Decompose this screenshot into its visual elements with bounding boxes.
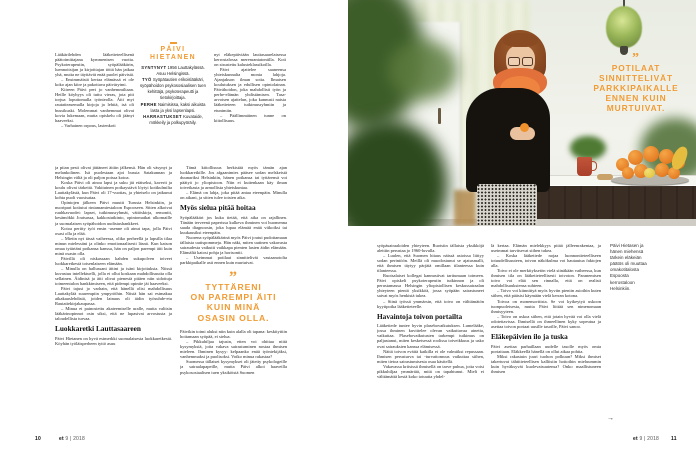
subheading-sielua: Myös sielua pitää hoitaa: [180, 203, 256, 213]
right-column-f: syöpäsairaaloiden yhteyteen. Ruotsiin tällaisia yksikköjä alettiin perustaa jo 1960-luvulla. – Luulen, että Suomen hitaus näissä asioissa liittyy sodan perintöön. Meillä oli muodostunut se ajatusmalli, että ihmisen täytyy pärjätä omillaan tilanteessa kuin tilanteessa. Ruotsalaiset kollegat kannustivat tarttumaan toimeen. Päivi opiskeli psykoterapeutin tutkinnon ja oli perustamassa Helsingin yliopistollisen keskussairaalan yhteyteen pientä yksikköä, jossa syöpään sairastuneet saivat myös henkistä tukea. – Siinä työssä ymmärsin, että toivo on välttämätön kyytipoika lääketieteelle. Havaintoja toivon portailta Lääketiede tuntee hyvin plasebovaikutuksen. Lumelääke, jossa ihminen kuvittelee olevan vaikuttavaa ainetta, vaikuttaa. Plasebovaikutusten tarkempi tutkimus on paljastanut, miten keskeisessä roolissa toiveikkuus ja usko ovat sairauksien kanssa elämisessä. Näitä toivon eväitä kaikilla ei ole valmiiksi repussaan. Ihmisen perusturva tai -turvattomuus vaikuttaa siihen, miten tietoa sairastumisesta osaa käsitellä. Vakavassa kriisissä ihmisellä on tarve puhua, jotta voisi pikkuhiljaa ymmärtää, mitä on tapahtunut. Mieli ei välttämättä kestä koko totuutta yhdel-: [377, 243, 484, 379]
woman-sweater: [466, 88, 550, 192]
magazine-logo: et: [58, 436, 64, 442]
kitchen-island: [534, 186, 696, 222]
pull-quote-text: TYTTÄRENI ON PAREMPI ÄITI KUIN MINÄ OSASIN OLLA.: [190, 281, 277, 323]
orange-fruit: [622, 167, 634, 179]
woman-skirt: [477, 184, 537, 226]
photo-quote: [587, 51, 685, 114]
left-column-a: Lääkärilehden lääketieteellisenä päätoimittajana kymmenisen vuotta. Psykoterapeutin, syöpälääkärin, luennoitsijan ja kirjoittajan töitä hän jatkaa yhä, mutta ne täyttävät enää puolet päivistä. – Ensimmäistä kertaa elämässä ei ole koko ajan kiire ja pakottava päivärytmi. Kiireen Päivi peri jo vanhemmiltaan. Heille köyhyys oli tuttu vieras, jota piti torjua loputtomalla työnteolla. Äiti myi rautatieasemalla kirjoja ja lehtiä, isä oli bussikuski. Molemmat vanhemmat olivat kovia lukemaan, mutta opiskelu oli jäänyt haaveeksi. – Varhainen orpous, lastenkoti: [55, 52, 134, 128]
left-column-d: ja piian pesti olivat jättäneet äitiin jälkensä. Hän oli väsynyt ja melankolinen. Isä puolestaan ajoi bussia Satakunnan ja Helsingin väliä ja oli paljon poissa kotoa. Koska Päivi oli ainoa lapsi ja suku jäi etäiseksi, kaverit ja koulu olivat tärkeitä. Vakituinen poikaystävä löytyi kotikulmilta Lauttakylästä, kun Päivi oli 17-vuotias, ja yhteiselo on jatkunut kohta puoli vuosisataa. Opintojen jälkeen Päivi muutti Turusta Helsinkiin, ja nuoripari kotiutui rintamamiestaloon Espooseen. Sitten alkoivat ruuhkavuodet: lapset, tutkimusryhmät, väitöskirja, remontit, kesämökki Joutsassa, kakkostutkinto, opintomatkat ulkomaille ja suomalaisen syöpähoidon uudistushankkeet. Kotoa peritty työt ensin -asenne oli ainut tapa, jolla Päivi osasi olla ja elää. – Mietin nyt tässä vaiheessa, oliko perheellä ja lapsilla tilaa minun mielessäni ja olinko emotionaalisesti läsnä. Kun katson omaa tytärtäni poikansa kanssa, hän on paljon parempi äiti kuin minä osasin olla. Päivillä oli niskassaan kahden sukupolven toiveet luokkaretkestä toisenlaiseen elämään. – Minulla on hallussani äitini ja isäni kirjoituksia. Niissä kuvastuu intellektuelli, jolla ei ollut koskaan mahdollisuutta olla sellainen. Äidinisä ja äiti olivat pienestä pitäen niin sidottuja toimeentulon hankkimiseen, että pidempi opintie jäi haaveeksi. Päivi tajusi jo varhain, että hänellä olisi mahdollisuus Lauttakylää suurempiin ympyröihin. Niistä hän sai esimakua aikakauslehdistä, joiden lainaus oli äidin työsuhde-etu Rautatiekirjakaupassa. – Minua ei painostettu akateemiselle uralle, mutta valitsin lääkärinopinnot osin siksi, että ne lupasivat arvostusta ja taloudellista turvaa. Luokkaretki Lauttasaareen Päivi Hietanen on hyvä esimerkki suomalaisesta luokkaretkestä. Köyhän työläisperheen tyttö asuu: [55, 165, 172, 347]
fact-box-tick: [170, 42, 177, 44]
clementine-in-hand: [520, 123, 529, 132]
left-page-folio: [35, 436, 85, 442]
right-page-folio: [633, 436, 677, 442]
photo-quote-text: POTILAAT SINNITTELIVÄT PARKKIPAIKALLE ENNEN KUIN MURTUIVAT.: [593, 63, 679, 114]
fact-box-entry: PERHE Naimisissa, kaksi aikuista lasta ja yksi lapsenlapsi.: [140, 101, 206, 113]
right-column-g: lä kertaa. Elämän mielekkyys pitää jälleenrakentaa, ja useimmat tarvitsevat siihen tukea. – Koska lääketiede nojaa luonnontieteelliseen totuudellisuuteen, toivon näkökulma voi hautautua faktojen alla. Toivo ei ole merkityksetön vielä siinäkään vaiheessa, kun ihmisen tila on lääketieteellisesti toivoton. Paranemisen toivo voi elää sen rinnalla, että on realisti mahdollisuuksiensa suhteen. – Toivo voi kiinnittyä myös hyviin pieniin asioihin kuten siihen, että pääsisi käymään vielä kerran kotona. Toivoa on monensorttista. Se voi kytkeytyä uskoon tuonpuoleisesta, mutta Päivi liittää sen nimenomaan ihmisyyteen. – Toivo on uskoa siihen, että jotain hyvää voi olla vielä odotettavissa. Ihmisellä on ihmeellinen kyky sopeutua ja asettaa toivon portaat uusille tasoille, Päivi sanoo. Eläkepäivien ilo ja tuska Päivi asettaa parhaillaan uudelle tasolle myös omia portaitaan. Eläkkeellä hänellä on ollut aikaa pohtia. Miksi rakastuin juuri tuohon polkuun? Miksi ihmiset takertuvat tähtitieteellisen kalliisiin hoitoihin mieluummin kuin hyväksyvät kuolevaisuutensa? Onko maallistuneen ihmisen: [491, 243, 601, 374]
orange-fruit: [643, 146, 659, 162]
photo-cabinet-handle: [438, 108, 441, 124]
fact-box-title: PÄIVI HIETANEN: [150, 46, 196, 61]
pull-quote: [181, 268, 286, 324]
quote-mark-icon: ”: [229, 268, 238, 286]
fact-box-entry: SYNTYNYT 1956 Lauttakylässä. Asuu Helsingissä.: [141, 64, 205, 76]
fact-box-body: [139, 65, 207, 127]
woman-glasses: [508, 57, 533, 64]
lemon-fruit: [644, 168, 655, 178]
fact-box-entry: TYÖ Syöpätautien erikoislääkäri, syöpähoidon psykososiaalisen tuen kehittäjä, psykoterapeutti ja tietokirjoittaja.: [140, 77, 206, 101]
subheading-elakepaivien: Eläkepäivien ilo ja tuska: [491, 331, 568, 341]
continues-arrow-icon: →: [607, 415, 614, 422]
pendant-lamp: [606, 6, 642, 48]
orange-fruit: [628, 150, 643, 165]
page-number: 11: [671, 436, 677, 442]
hero-photo: [348, 0, 696, 226]
photo-caption: Päivi Hietasen ja hänen miehensä tärkein eläkeiän päätös oli muuttaa omakotitalosta Espoosta kerrostaloon Helsinkiin.: [610, 243, 647, 291]
issue-label: 9 | 2018: [639, 436, 660, 442]
left-column-e: Tämä kiitollisuus herkistää myös tämän ajan luokkaretkille. Jos afgaanimies pääsee sodan melskeistä duunariksi Helsinkiin, hänen poikansa tai tyttärensä voi päätyä jo yliopistoon. Niin ei kuitenkaan käy ilman toiveikasta ja armollista yhteiskuntaa. – Elämä on lahja, joka pitää antaa eteenpäin. Minulla on aikani, ja sitten tulee toisten aika. Myös sielua pitää hoitaa Syöpälääkäri jos kuka tietää, että aika on rajallinen. Tänään terveenä paperissa kulkeva ihminen voi huomenna saada diagnoosin, joka lupaa elämää enää viikoiksi tai kuukausiksi eteenpäin. Nuorena syöpälääkärinä myös Päivi joutui pudottamaan tällaisia uutispommeja. Hän näki, miten uutinen vakavasta sairaudesta vaikutti vaikkapa pienten lasten äidin elämään. Elämältä katosi pohja ja horisontti. – Useimmat potilaat sinnittelivät vastaanotolta parkkipaikalle asti ennen kuin murtuivat. ” TYTTÄRENI ON PAREMPI ÄITI KUIN MINÄ OSASIN OLLA. Päivikin toimi aluksi niin kuin alalla oli tapana: keskityttiin hoitamaan syöpää, ei sielua. – Pikkuhiljaa tajusin, etten voi ohittaa niitä kysymyksiä, joita vakava sairastuminen nostaa ihmisen mieleen. Ihminen kysyy: kelpaanko enää työntekijäksi, vanhemmaksi ja puolisoksi. Voiko minua rakastaa? Suomessa tällaiset kysymykset oli jätetty psykologeille ja sairaalapapeille, mutta Päivi alkoi haaveilla psykososiaalisen tuen yksiköistä Suomen: [180, 165, 287, 375]
orange-fruit: [655, 163, 669, 177]
wooden-stool: [454, 190, 476, 226]
fact-box: [139, 42, 207, 126]
magazine-logo: et: [633, 436, 638, 442]
left-column-c: nyt eläkepäiviään lauttasaarelaisessa kerrostalossa merenrantatontilla. Koti on sisustettu kalusteklassikoilla. Päivi ajattelee saaneensa yhteiskunnalta monia lahjoja. Ajanjakson ilman sotia. Ilmaisen koulutuksen ja edullisen opintolainan. Päivähoidon, joka mahdollisti työn ja perhe-elämän yhdistämisen. Tasa-arvoisen ajattelun, joka kannusti naisia lääketieteen tutkimusryhmiin ja etunimiin. – Päällimmäinen tunne on kiitollisuus.: [214, 52, 286, 123]
subheading-luokkaretki: Luokkaretki Lauttasaareen: [55, 324, 141, 334]
subheading-havaintoja: Havaintoja toivon portailta: [377, 311, 463, 321]
woman-fringe: [503, 33, 538, 47]
quote-mark-icon: ”: [632, 51, 640, 66]
red-mug-handle: [590, 161, 597, 171]
fact-box-entry: HARRASTUKSET Kuvataide, mökkeily ja polkupyöräily.: [143, 113, 203, 126]
foreground-plant-blur: [388, 40, 458, 100]
page-number: 10: [35, 436, 41, 442]
issue-label: 9 | 2018: [65, 436, 86, 442]
